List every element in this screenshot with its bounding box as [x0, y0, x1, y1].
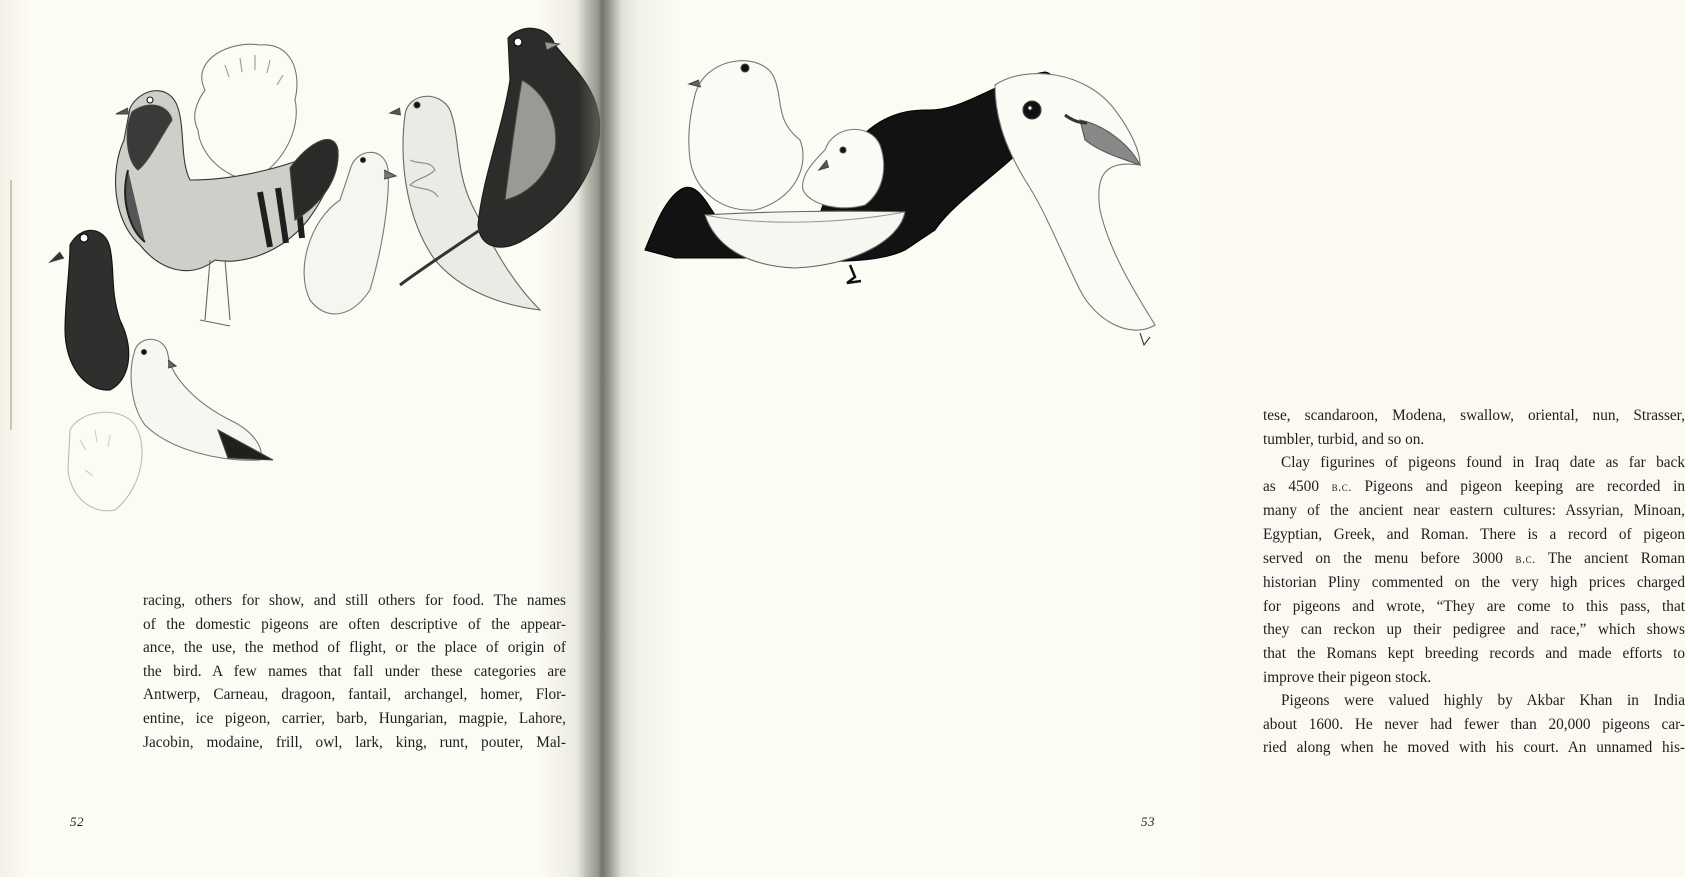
- text-span: Pigeons and pigeon keeping are recorded in: [1351, 477, 1685, 495]
- pigeon-nest-illustration: [635, 40, 1195, 350]
- page-number: 53: [1141, 814, 1155, 829]
- text-line: many of the ancient near eastern cultures: Assyrian, Minoan,: [1263, 502, 1685, 520]
- text-line: Pigeons were valued highly by Akbar Khan in India: [1281, 692, 1685, 710]
- text-line: [1263, 547, 1685, 572]
- text-line: Clay figurines of pigeons found in Iraq date as far back: [1281, 454, 1685, 472]
- text-line: Egyptian, Greek, and Roman. There is a record of pigeon: [1263, 525, 1685, 543]
- page-edge-mark: [10, 180, 12, 430]
- text-line: about 1600. He never had fewer than 20,000 pigeons car-: [1263, 715, 1685, 733]
- text-line: for pigeons and wrote, “They are come to this pass, that: [1263, 597, 1685, 615]
- text-line: of the domestic pigeons are often descriptive of the appear-: [143, 615, 566, 633]
- text-line: [1263, 475, 1685, 500]
- text-line: Jacobin, modaine, frill, owl, lark, king, runt, pouter, Mal-: [143, 733, 566, 751]
- left-page-text: [143, 589, 566, 754]
- text-span: as 4500: [1263, 477, 1332, 495]
- text-line: tumbler, turbid, and so on.: [1263, 430, 1425, 448]
- right-page: [600, 0, 1685, 877]
- text-line: racing, others for show, and still others for food. The names: [143, 592, 566, 609]
- text-line: ried along when he moved with his court. An unnamed his-: [1263, 739, 1685, 757]
- text-line: historian Pliny commented on the very high prices charged: [1263, 574, 1685, 592]
- page-number: 52: [70, 814, 84, 829]
- era-abbreviation: b.c.: [1515, 551, 1536, 566]
- text-line: that the Romans kept breeding records and made efforts to: [1263, 644, 1685, 662]
- era-abbreviation: b.c.: [1331, 479, 1352, 494]
- pigeon-group-illustration: [40, 20, 610, 530]
- book-gutter-shadow: [578, 0, 622, 877]
- left-page: [0, 0, 600, 877]
- text-line: Antwerp, Carneau, dragoon, fantail, archangel, homer, Flor-: [143, 686, 566, 704]
- text-line: entine, ice pigeon, carrier, barb, Hungarian, magpie, Lahore,: [143, 709, 566, 727]
- text-span: served on the menu before 3000: [1263, 549, 1516, 567]
- right-page-text: [1263, 404, 1685, 760]
- text-line: ance, the use, the method of flight, or the place of origin of: [143, 639, 566, 657]
- text-span: The ancient Roman: [1535, 549, 1685, 567]
- text-line: they can reckon up their pedigree and race,” which shows: [1263, 621, 1685, 639]
- text-line: the bird. A few names that fall under these categories are: [143, 662, 566, 680]
- text-line: improve their pigeon stock.: [1263, 668, 1432, 686]
- text-line: tese, scandaroon, Modena, swallow, oriental, nun, Strasser,: [1263, 407, 1685, 424]
